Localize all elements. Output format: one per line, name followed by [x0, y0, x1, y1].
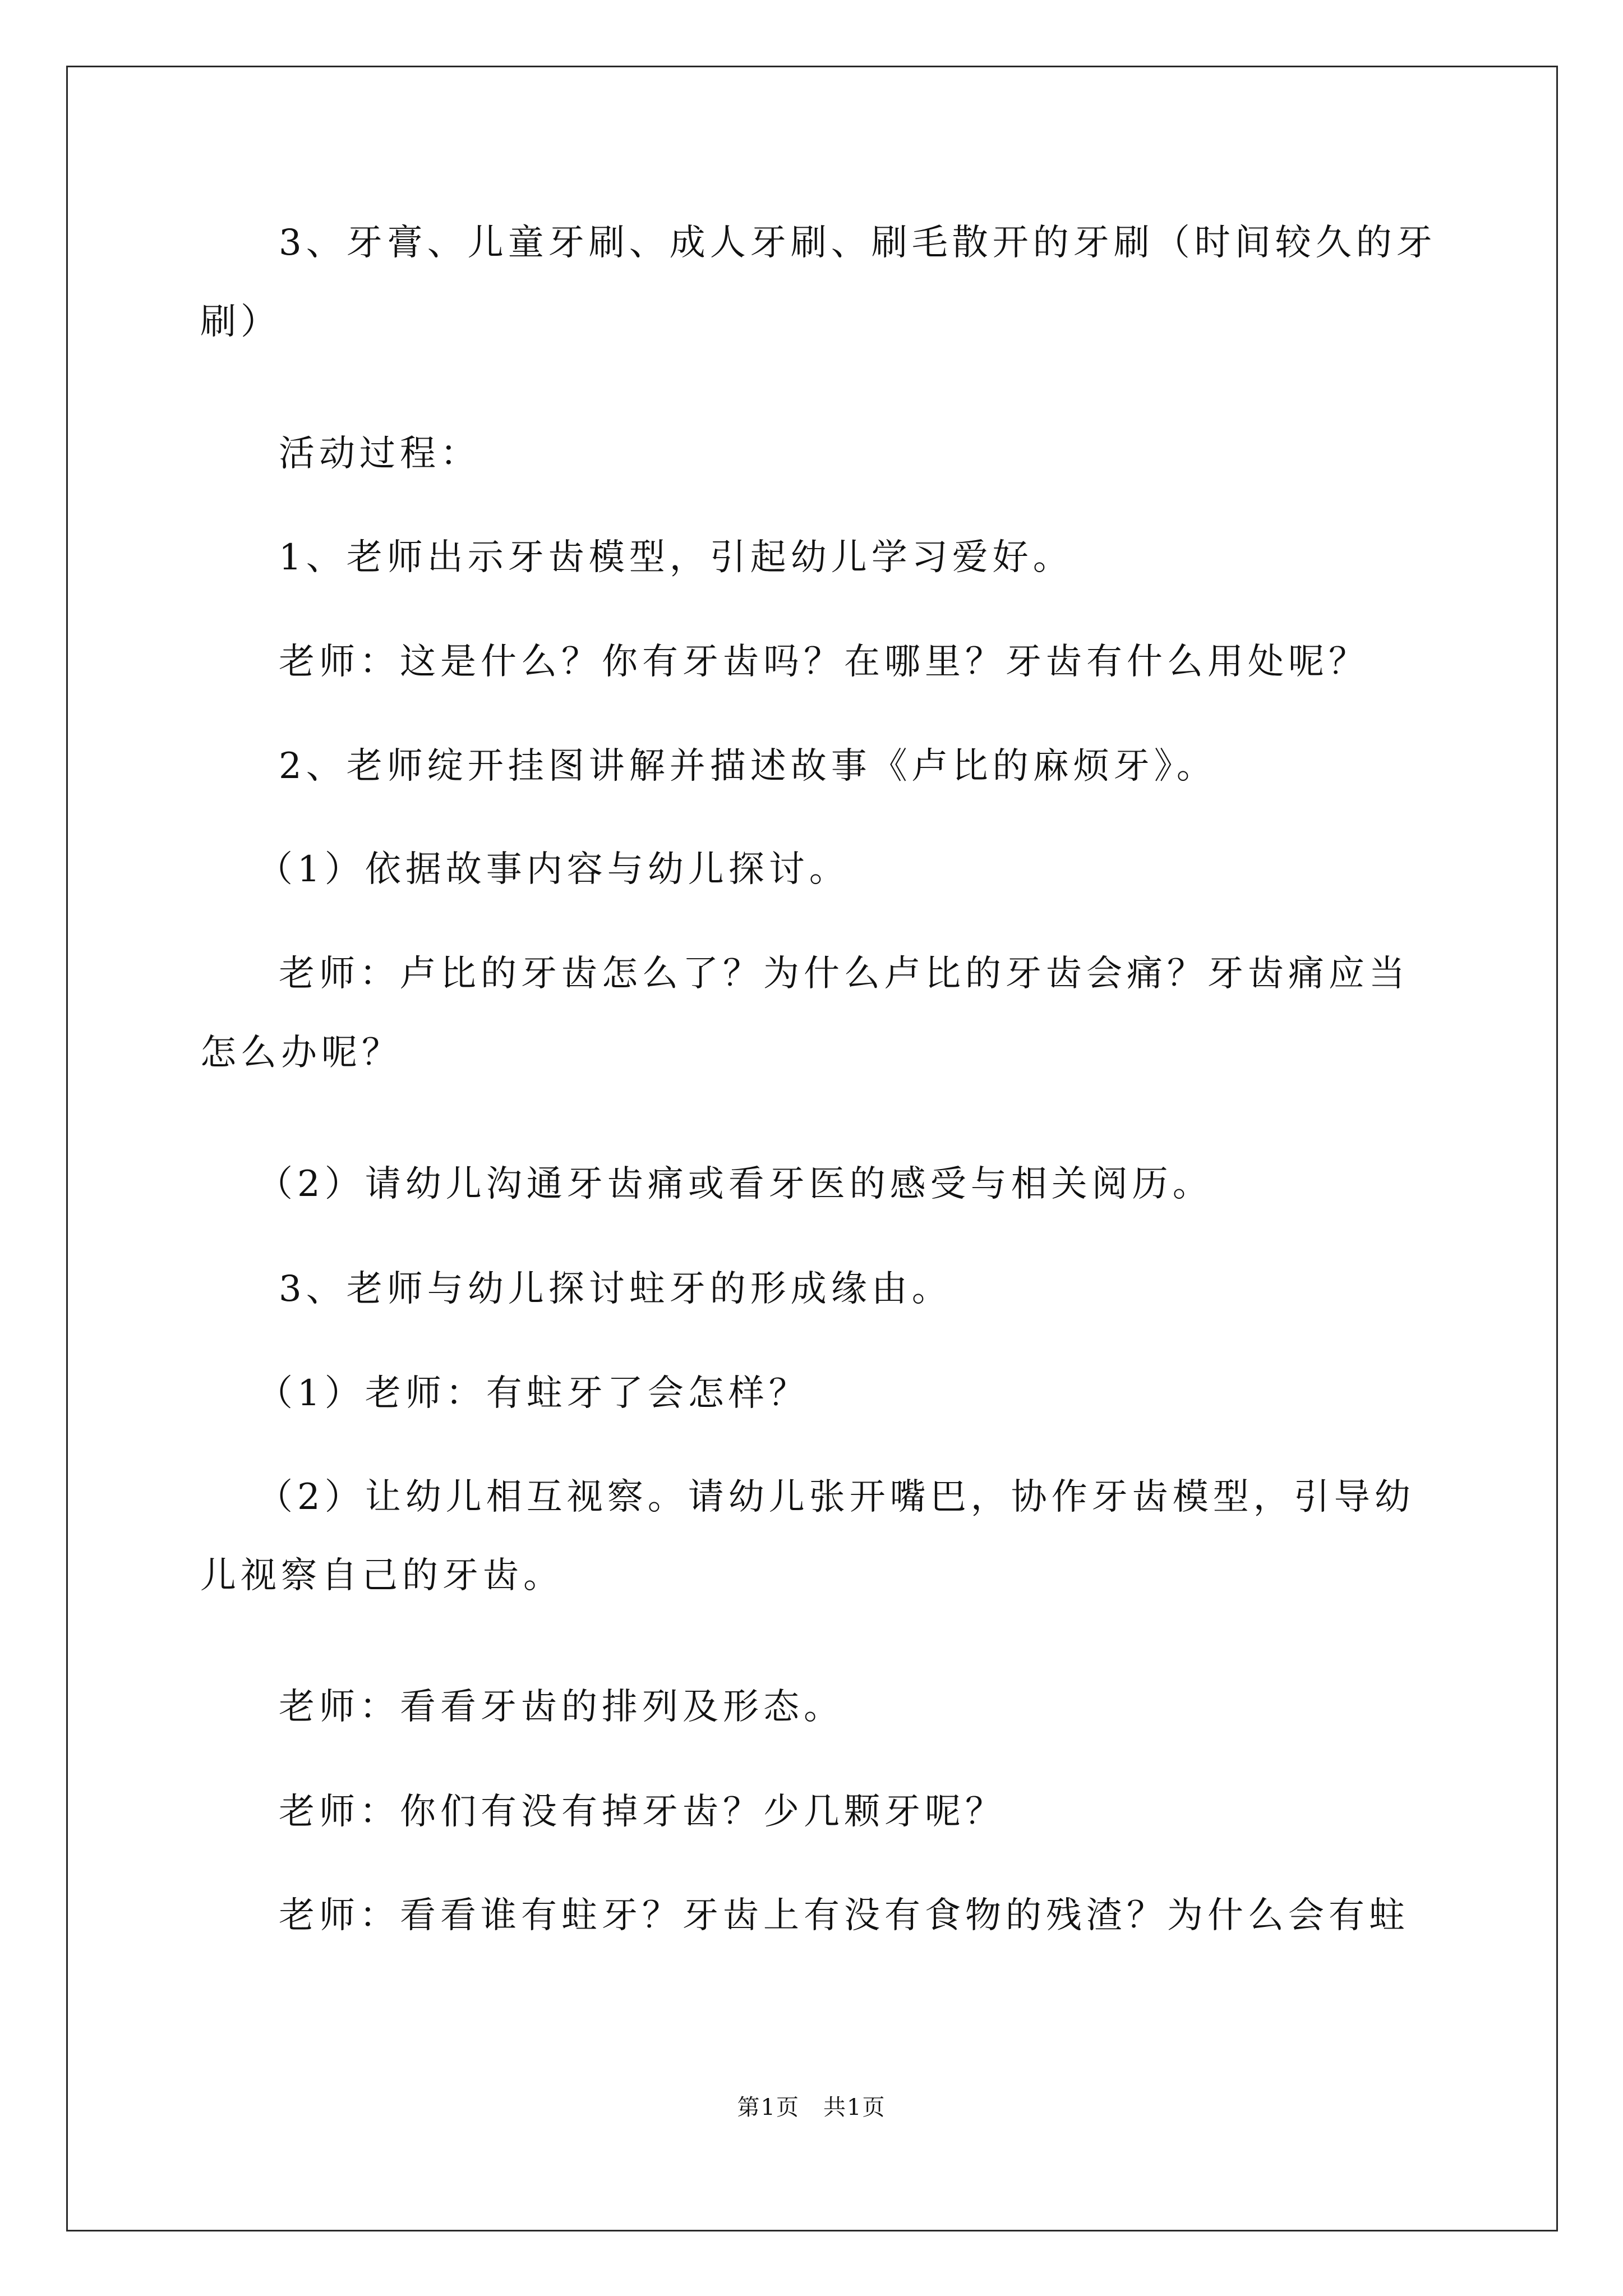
paragraph-line: 老师：卢比的牙齿怎么了？为什么卢比的牙齿会痛？牙齿痛应当: [279, 953, 1409, 995]
paragraph-line: 老师：看看牙齿的排列及形态。: [279, 1686, 844, 1728]
paragraph-line: （1）依据故事内容与幼儿探讨。: [257, 849, 850, 890]
paragraph-line: 儿视察自己的牙齿。: [200, 1555, 564, 1596]
paragraph-line: 老师：你们有没有掉牙齿？少几颗牙呢？: [279, 1791, 1006, 1833]
paragraph-line: （1）老师：有蛀牙了会怎样？: [257, 1373, 809, 1414]
paragraph-line: 刷）: [200, 301, 281, 343]
paragraph-line: 2、老师绽开挂图讲解并描述故事《卢比的麻烦牙》。: [279, 746, 1217, 787]
paragraph-line: 3、牙膏、儿童牙刷、成人牙刷、刷毛散开的牙刷（时间较久的牙: [279, 222, 1437, 264]
paragraph-line: 1、老师出示牙齿模型，引起幼儿学习爱好。: [279, 537, 1073, 578]
page-footer: 第1页 共1页: [737, 2095, 886, 2120]
paragraph-line: （2）请幼儿沟通牙齿痛或看牙医的感受与相关阅历。: [257, 1163, 1213, 1205]
paragraph-line: 怎么办呢？: [200, 1032, 402, 1074]
paragraph-line: （2）让幼儿相互视察。请幼儿张开嘴巴，协作牙齿模型，引导幼: [257, 1476, 1415, 1518]
paragraph-line: 活动过程：: [279, 433, 481, 475]
paragraph-line: 3、老师与幼儿探讨蛀牙的形成缘由。: [279, 1268, 952, 1310]
paragraph-line: 老师：这是什么？你有牙齿吗？在哪里？牙齿有什么用处呢？: [279, 641, 1369, 683]
paragraph-line: 老师：看看谁有蛀牙？牙齿上有没有食物的残渣？为什么会有蛀: [279, 1895, 1409, 1936]
